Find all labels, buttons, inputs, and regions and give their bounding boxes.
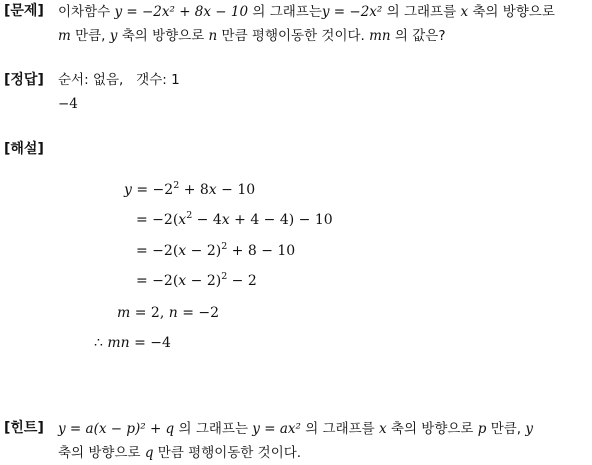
hint-variable: x xyxy=(379,421,387,437)
solution-label: [해설] xyxy=(4,141,44,157)
problem-text-part: 축의 방향으로 xyxy=(117,28,209,44)
problem-text-part: 의 그래프를 xyxy=(382,4,461,20)
solution-step-3: = $-2(x - 2)^2 + 8 - 10$ xyxy=(136,241,296,259)
hint-text-part: 축의 방향으로 xyxy=(386,421,478,437)
problem-text-part: 만큼, xyxy=(70,28,110,44)
problem-line-1 xyxy=(58,0,590,24)
problem-text-part: 만큼 평행이동한 것이다. xyxy=(217,28,370,44)
hint-text-part: 의 그래프를 xyxy=(300,421,379,437)
problem-variable: mn xyxy=(369,28,391,44)
solution-step-6: ∴ mn = −4 xyxy=(94,335,171,351)
problem-text xyxy=(58,0,590,48)
problem-text-part: 의 값은? xyxy=(390,28,446,44)
problem-text-part: 의 그래프는 xyxy=(248,4,322,20)
hint-variable: p xyxy=(477,421,487,437)
hint-text-part: 축의 방향으로 xyxy=(58,445,145,461)
problem-variable: n xyxy=(208,28,218,44)
hint-equation: y = a(x − p)² + q xyxy=(58,421,175,437)
problem-variable: m xyxy=(58,28,71,44)
problem-equation: y = −2x² + 8x − 10 xyxy=(114,4,249,20)
hint-text-part: 만큼, xyxy=(486,421,526,437)
problem-text-part: 축의 방향으로 xyxy=(468,4,555,20)
math-var-mn: mn xyxy=(107,335,130,351)
problem-variable: x xyxy=(460,4,469,20)
hint-label: [힌트] xyxy=(4,420,44,436)
hint-variable: y xyxy=(525,421,534,437)
math-var-x: x xyxy=(178,212,187,228)
hint-text-part: 만큼 평행이동한 것이다. xyxy=(153,445,302,461)
problem-line-2 xyxy=(58,24,590,48)
math-var-n: n xyxy=(168,305,178,321)
math-var-m: m xyxy=(117,305,131,321)
math-var-y: y xyxy=(124,182,132,198)
solution-step-1: $y = -2^2 + 8x - 10$ xyxy=(124,180,256,198)
math-var-x: x xyxy=(208,182,217,198)
hint-equation: y = ax² xyxy=(252,421,301,437)
answer-value: −4 xyxy=(58,96,78,112)
math-var-x: x xyxy=(221,212,230,228)
answer-label: [정답] xyxy=(4,72,44,88)
problem-label: [문제] xyxy=(4,3,44,19)
hint-line-1 xyxy=(58,417,590,441)
hint-text xyxy=(58,417,590,465)
solution-step-4: = $-2(x - 2)^2 - 2$ xyxy=(136,271,257,289)
hint-variable: q xyxy=(144,445,154,461)
answer-meta: 순서: 없음, 갯수: 1 xyxy=(58,72,180,88)
hint-line-2 xyxy=(58,441,590,465)
hint-text-part: 의 그래프는 xyxy=(174,421,253,437)
problem-text-part: 이차함수 xyxy=(58,4,115,20)
math-var-x: x xyxy=(178,273,187,289)
problem-variable: y xyxy=(109,28,118,44)
solution-step-2: = $-2(x^2 - 4x + 4 - 4) - 10$ xyxy=(136,210,333,228)
problem-equation: y = −2x² xyxy=(321,4,383,20)
solution-step-5: m = 2, n = −2 xyxy=(117,305,220,321)
math-var-x: x xyxy=(178,243,187,259)
